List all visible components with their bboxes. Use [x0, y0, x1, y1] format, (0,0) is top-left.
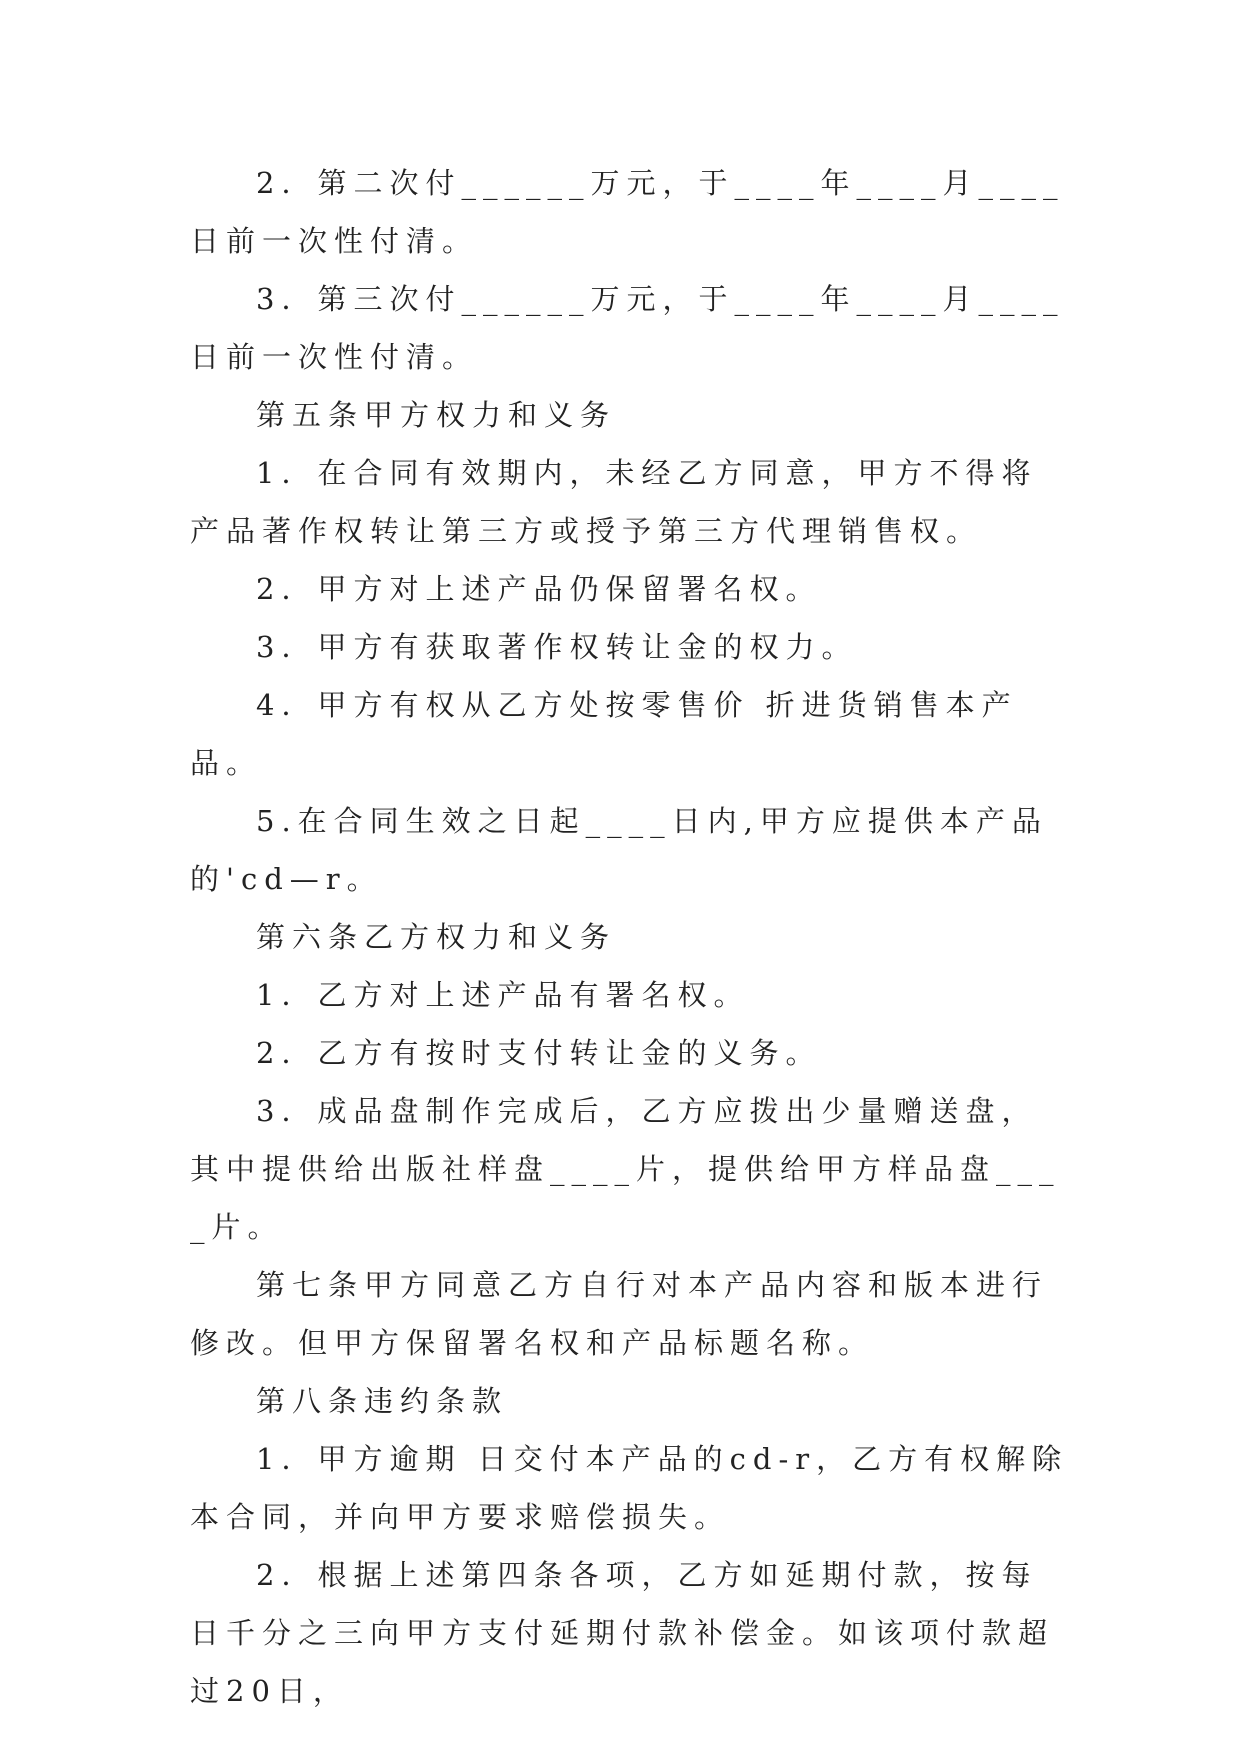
paragraph-article-6-item-1: 1．乙方对上述产品有署名权。 [256, 978, 750, 1012]
paragraph-payment-3: 3．第三次付______万元，于____年____月____日前一次性付清。 [190, 282, 1065, 374]
paragraph-article-5-item-5: 5.在合同生效之日起____日内,甲方应提供本产品的'cd—r。 [190, 804, 1048, 896]
heading-article-6: 第六条乙方权力和义务 [256, 920, 617, 954]
paragraph-article-5-item-1: 1．在合同有效期内，未经乙方同意，甲方不得将产品著作权转让第三方或授予第三方代理销售权。 [190, 456, 1038, 548]
paragraph-article-6-item-3: 3．成品盘制作完成后，乙方应拨出少量赠送盘，其中提供给出版社样盘____片，提供给甲方样品盘____片。 [190, 1094, 1061, 1244]
paragraph-article-7: 第七条甲方同意乙方自行对本产品内容和版本进行修改。但甲方保留署名权和产品标题名称。 [190, 1268, 1049, 1360]
paragraph-payment-2: 2．第二次付______万元，于____年____月____日前一次性付清。 [190, 166, 1065, 258]
paragraph-article-8-item-1: 1．甲方逾期 日交付本产品的cd-r，乙方有权解除本合同，并向甲方要求赔偿损失。 [190, 1442, 1069, 1534]
heading-article-5: 第五条甲方权力和义务 [256, 398, 617, 432]
paragraph-article-5-item-2: 2．甲方对上述产品仍保留署名权。 [256, 572, 822, 606]
contract-body [190, 154, 1070, 1720]
paragraph-article-5-item-4: 4．甲方有权从乙方处按零售价 折进货销售本产品。 [190, 688, 1018, 780]
heading-article-8: 第八条违约条款 [256, 1384, 509, 1418]
paragraph-article-5-item-3: 3．甲方有获取著作权转让金的权力。 [256, 630, 858, 664]
paragraph-article-8-item-2: 2．根据上述第四条各项，乙方如延期付款，按每日千分之三向甲方支付延期付款补偿金。如该项付款超过20日， [190, 1558, 1055, 1708]
paragraph-article-6-item-2: 2．乙方有按时支付转让金的义务。 [256, 1036, 822, 1070]
